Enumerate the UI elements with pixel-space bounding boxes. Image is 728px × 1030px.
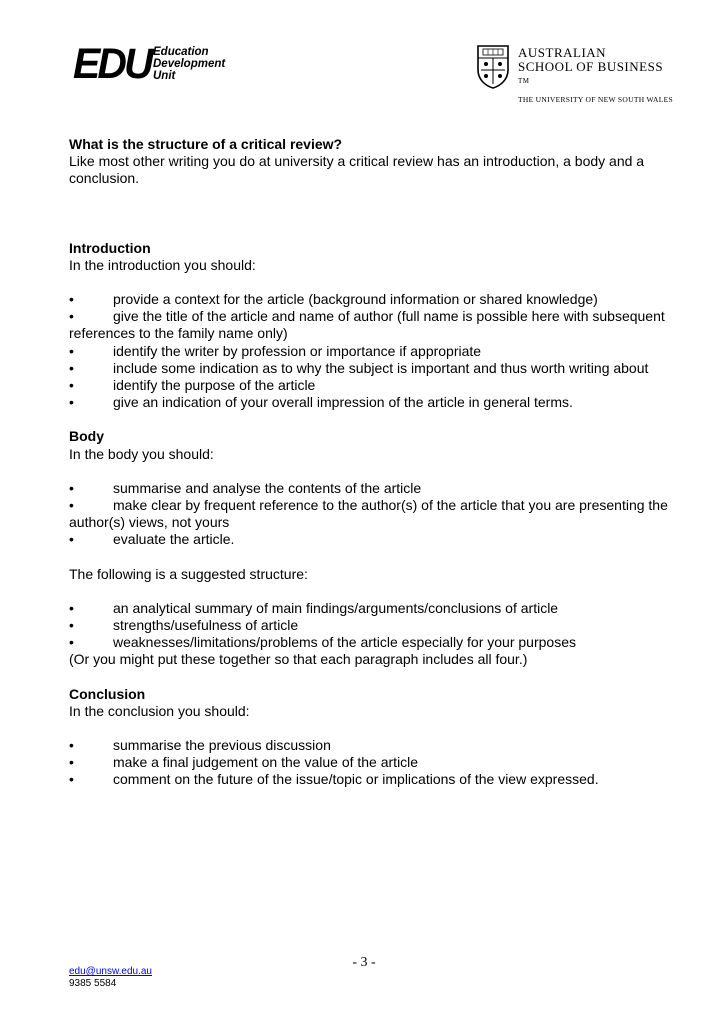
edu-logo-letters: EDU xyxy=(73,40,151,88)
list-item xyxy=(69,291,669,308)
structure-text: Like most other writing you do at university a critical review has an introduction, a body and a conclusion. xyxy=(69,153,645,187)
edu-logo-line3: Unit xyxy=(153,70,176,82)
list-item xyxy=(69,531,669,548)
list-item-text: give an indication of your overall impression of the article in general terms. xyxy=(113,394,573,411)
phone-number: 9385 5584 xyxy=(69,978,117,989)
list-item xyxy=(69,617,669,634)
bullet-glyph: • xyxy=(69,771,74,788)
introduction-lead: In the introduction you should: xyxy=(69,256,256,273)
bullet-glyph: • xyxy=(69,342,74,359)
structure-lead: The following is a suggested structure: xyxy=(69,565,308,582)
bullet-glyph: • xyxy=(69,479,74,496)
list-item xyxy=(69,360,669,377)
bullet-glyph: • xyxy=(69,599,74,616)
list-item xyxy=(69,480,669,497)
page-footer xyxy=(69,966,152,990)
edu-logo-line2: Development xyxy=(153,58,226,70)
list-item xyxy=(69,754,669,771)
list-item-text: evaluate the article. xyxy=(113,531,235,548)
asb-logo-tm: TM xyxy=(518,77,530,85)
conclusion-lead: In the conclusion you should: xyxy=(69,702,250,719)
list-item xyxy=(69,497,669,531)
bullet-glyph: • xyxy=(69,291,74,308)
introduction-list xyxy=(69,291,669,411)
list-item-text: strengths/usefulness of article xyxy=(113,617,299,634)
bullet-glyph: • xyxy=(69,359,74,376)
structure-list xyxy=(69,600,669,652)
list-item-text: provide a context for the article (background information or shared knowledge) xyxy=(113,291,598,308)
email-link[interactable]: edu@unsw.edu.au xyxy=(69,966,152,977)
list-item xyxy=(69,377,669,394)
list-item xyxy=(69,308,669,342)
asb-logo xyxy=(476,44,676,105)
list-item xyxy=(69,771,669,788)
bullet-glyph: • xyxy=(69,531,74,548)
list-item-text: identify the writer by profession or importance if appropriate xyxy=(113,342,482,359)
introduction-heading: Introduction xyxy=(69,239,151,256)
list-item-text: include some indication as to why the subject is important and thus worth writing about xyxy=(113,359,649,376)
list-item xyxy=(69,737,669,754)
body-heading: Body xyxy=(69,428,104,445)
document-body xyxy=(69,136,669,789)
conclusion-list xyxy=(69,737,669,789)
unsw-crest-icon xyxy=(476,44,510,90)
list-item-text: summarise and analyse the contents of the article xyxy=(113,479,422,496)
asb-logo-line2 xyxy=(518,60,676,91)
asb-logo-line3: THE UNIVERSITY OF NEW SOUTH WALES xyxy=(518,95,673,105)
asb-logo-text xyxy=(518,46,676,106)
list-item-text: make clear by frequent reference to the author(s) of the article that you are presenting the author(s) views, not yours xyxy=(69,497,668,531)
bullet-glyph: • xyxy=(69,754,74,771)
asb-logo-line1: AUSTRALIAN xyxy=(518,45,607,60)
list-item-text: comment on the future of the issue/topic or implications of the view expressed. xyxy=(113,771,599,788)
body-lead: In the body you should: xyxy=(69,445,214,462)
page-number: - 3 - xyxy=(352,955,376,970)
bullet-glyph: • xyxy=(69,308,74,325)
list-item-text: an analytical summary of main findings/arguments/conclusions of article xyxy=(113,599,559,616)
list-item xyxy=(69,634,669,651)
bullet-glyph: • xyxy=(69,617,74,634)
bullet-glyph: • xyxy=(69,377,74,394)
list-item-text: identify the purpose of the article xyxy=(113,377,316,394)
list-item xyxy=(69,343,669,360)
bullet-glyph: • xyxy=(69,394,74,411)
structure-heading: What is the structure of a critical review? xyxy=(69,136,343,152)
edu-logo-subtitle xyxy=(153,46,225,82)
bullet-glyph: • xyxy=(69,737,74,754)
list-item-text: make a final judgement on the value of the article xyxy=(113,754,419,771)
list-item xyxy=(69,394,669,411)
bullet-glyph: • xyxy=(69,497,74,514)
list-item-text: give the title of the article and name of author (full name is possible here with subsequent references to the family name only) xyxy=(69,308,665,342)
body-list xyxy=(69,480,669,549)
page-header xyxy=(0,0,728,110)
list-item-text: summarise the previous discussion xyxy=(113,737,331,754)
asb-logo-line2-text: SCHOOL OF BUSINESS xyxy=(518,59,664,74)
structure-note: (Or you might put these together so that each paragraph includes all four.) xyxy=(69,651,528,668)
bullet-glyph: • xyxy=(69,634,74,651)
edu-logo-line1: Education xyxy=(153,46,209,58)
list-item-text: weaknesses/limitations/problems of the article especially for your purposes xyxy=(113,634,576,651)
conclusion-heading: Conclusion xyxy=(69,685,146,702)
list-item xyxy=(69,600,669,617)
